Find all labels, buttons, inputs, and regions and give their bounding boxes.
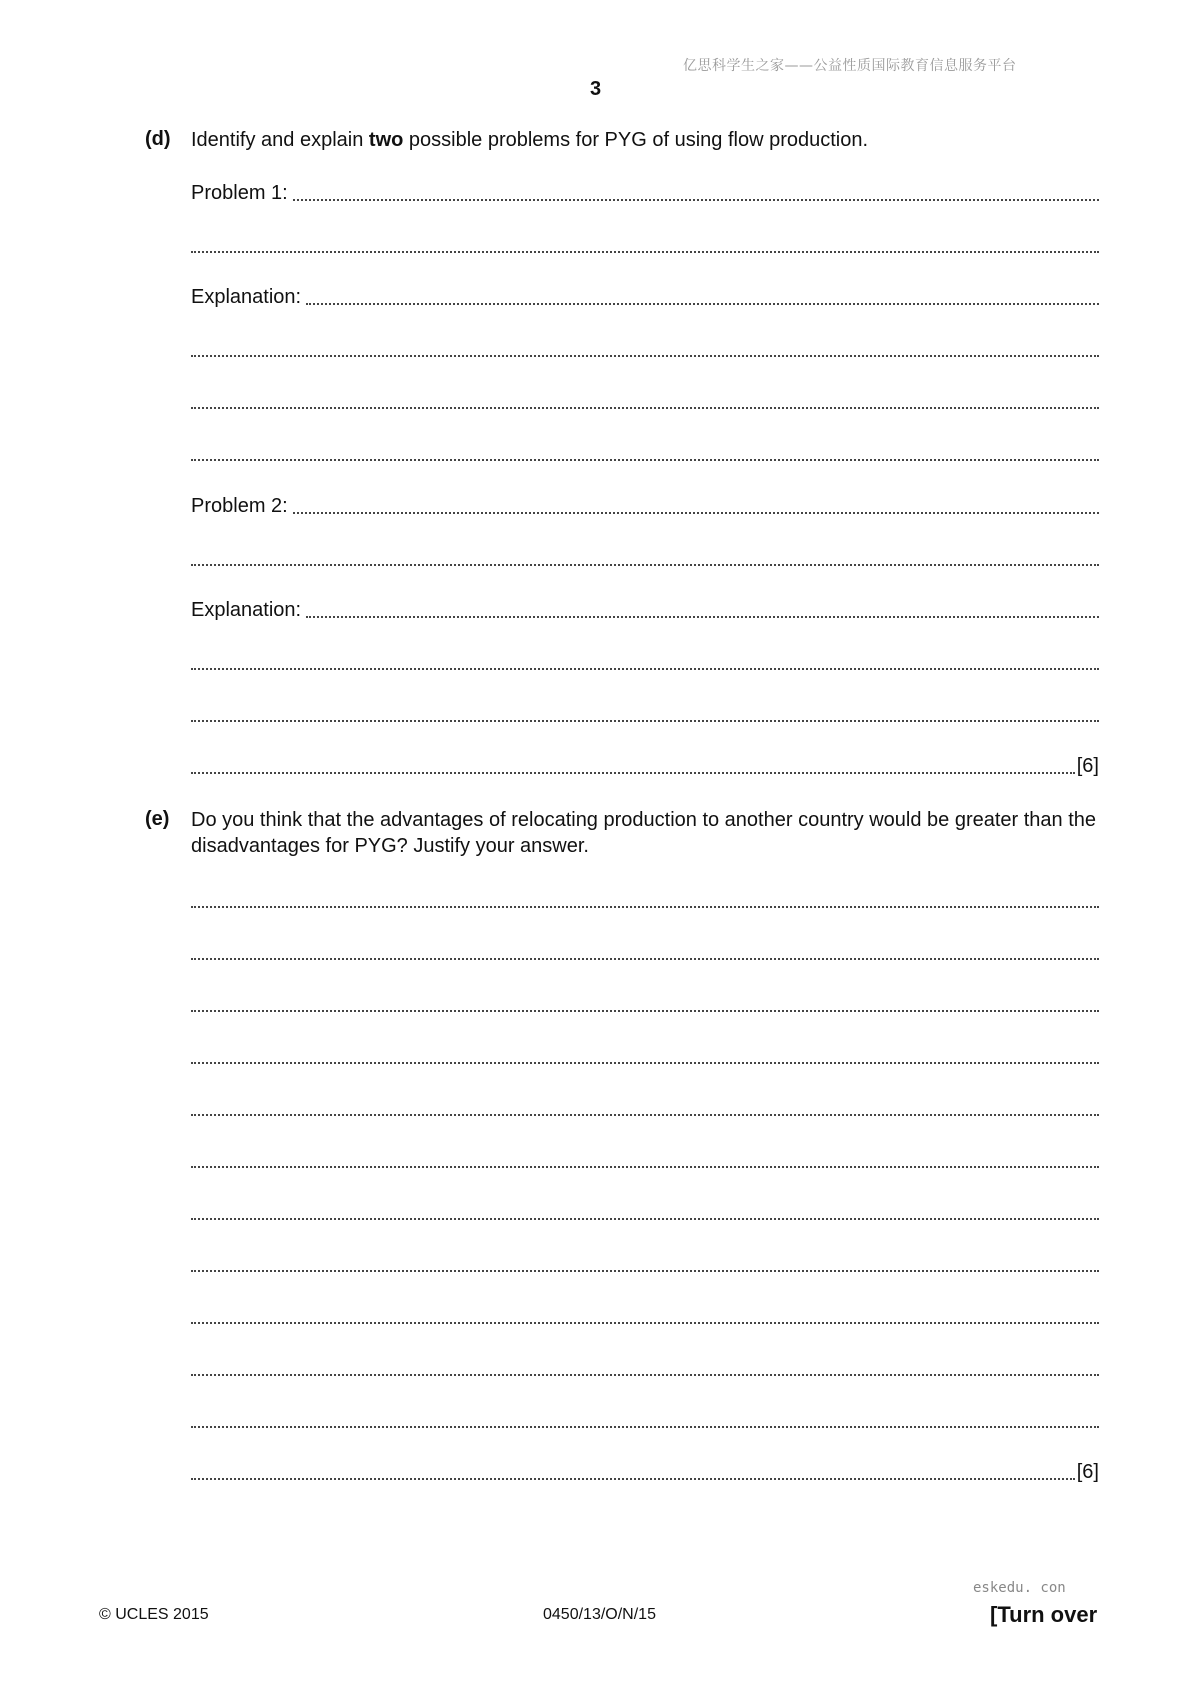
copyright: © UCLES 2015	[99, 1606, 209, 1623]
answer-line[interactable]	[191, 938, 1099, 964]
turn-over: [Turn over	[990, 1602, 1098, 1627]
dotted-line	[191, 560, 1099, 566]
question-d-label: (d)	[145, 128, 171, 150]
answer-line-final[interactable]	[191, 1458, 1099, 1484]
answer-line-problem-2[interactable]	[191, 492, 1099, 518]
dotted-line	[191, 902, 1099, 908]
dotted-line	[306, 612, 1099, 618]
question-d-text	[191, 127, 1099, 153]
dotted-line	[293, 195, 1099, 201]
dotted-line	[191, 1370, 1099, 1376]
dotted-line	[191, 1162, 1099, 1168]
question-d-text-emphasis: two	[368, 129, 404, 151]
answer-line[interactable]	[191, 1042, 1099, 1068]
answer-line[interactable]	[191, 335, 1099, 361]
explanation-1-label: Explanation:	[191, 286, 302, 308]
answer-line[interactable]	[191, 990, 1099, 1016]
answer-line[interactable]	[191, 1250, 1099, 1276]
answer-line[interactable]	[191, 1354, 1099, 1380]
site-watermark: eskedu. con	[973, 1580, 1066, 1596]
question-d-text-start: Identify and explain	[191, 129, 369, 151]
dotted-line	[191, 954, 1099, 960]
answer-line[interactable]	[191, 1198, 1099, 1224]
answer-line[interactable]	[191, 1094, 1099, 1120]
watermark-text: 亿思科学生之家——公益性质国际教育信息服务平台	[683, 58, 1017, 74]
problem-2-label: Problem 2:	[191, 495, 288, 517]
answer-line-final[interactable]	[191, 752, 1099, 778]
answer-line-problem-1[interactable]	[191, 179, 1099, 205]
dotted-line	[191, 1006, 1099, 1012]
answer-line[interactable]	[191, 648, 1099, 674]
dotted-line	[191, 1474, 1075, 1480]
dotted-line	[191, 1318, 1099, 1324]
page-number: 3	[589, 78, 602, 100]
marks-allocation: [6]	[1076, 1461, 1099, 1483]
dotted-line	[191, 247, 1099, 253]
dotted-line	[191, 403, 1099, 409]
marks-allocation: [6]	[1076, 755, 1099, 777]
dotted-line	[191, 351, 1099, 357]
answer-line[interactable]	[191, 1406, 1099, 1432]
dotted-line	[293, 508, 1099, 514]
answer-line[interactable]	[191, 439, 1099, 465]
question-e-label: (e)	[145, 808, 170, 830]
question-e-text: Do you think that the advantages of relocating production to another country would be greater than the disadvantages for PYG? Justify your answer.	[191, 809, 1097, 857]
answer-line[interactable]	[191, 886, 1099, 912]
dotted-line	[306, 299, 1099, 305]
problem-1-label: Problem 1:	[191, 182, 288, 204]
dotted-line	[191, 1110, 1099, 1116]
paper-code: 0450/13/O/N/15	[543, 1606, 656, 1623]
answer-line-explanation-1[interactable]	[191, 283, 1099, 309]
dotted-line	[191, 664, 1099, 670]
dotted-line	[191, 1214, 1099, 1220]
answer-line[interactable]	[191, 387, 1099, 413]
dotted-line	[191, 455, 1099, 461]
dotted-line	[191, 1422, 1099, 1428]
answer-line[interactable]	[191, 1302, 1099, 1328]
dotted-line	[191, 1058, 1099, 1064]
dotted-line	[191, 716, 1099, 722]
dotted-line	[191, 1266, 1099, 1272]
explanation-2-label: Explanation:	[191, 599, 302, 621]
answer-line[interactable]	[191, 231, 1099, 257]
dotted-line	[191, 768, 1075, 774]
answer-line-explanation-2[interactable]	[191, 596, 1099, 622]
answer-line[interactable]	[191, 700, 1099, 726]
answer-line[interactable]	[191, 544, 1099, 570]
question-d-text-end: possible problems for PYG of using flow production.	[403, 129, 869, 151]
answer-line[interactable]	[191, 1146, 1099, 1172]
